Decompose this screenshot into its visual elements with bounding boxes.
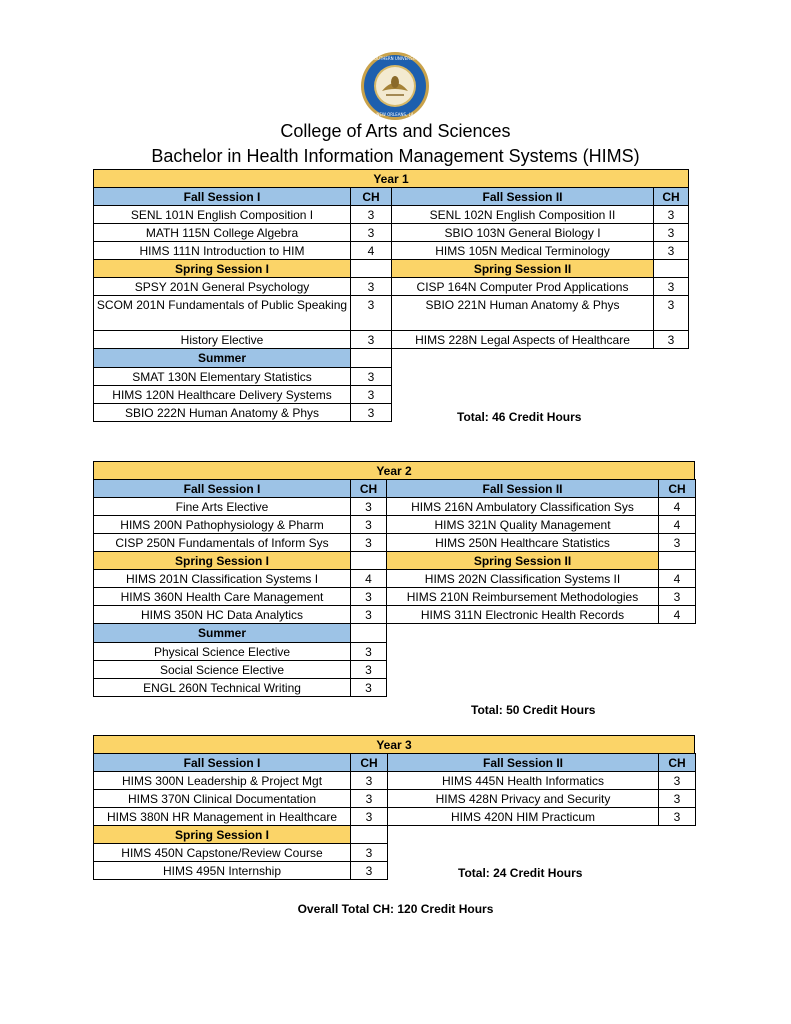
course-name: HIMS 350N HC Data Analytics	[93, 605, 351, 624]
course-name: SCOM 201N Fundamentals of Public Speaking	[93, 295, 351, 331]
course-ch: 4	[658, 515, 696, 534]
course-ch: 3	[653, 295, 689, 331]
year1-summer-header: Summer	[93, 348, 351, 368]
course-name: HIMS 445N Health Informatics	[387, 771, 659, 790]
course-name: Fine Arts Elective	[93, 497, 351, 516]
course-ch: 3	[350, 367, 392, 386]
course-name: HIMS 105N Medical Terminology	[391, 241, 654, 260]
year2-spring2-header: Spring Session II	[386, 551, 659, 570]
course-ch: 3	[350, 587, 387, 606]
course-name: ENGL 260N Technical Writing	[93, 678, 351, 697]
course-ch: 3	[350, 277, 392, 296]
course-name: HIMS 380N HR Management in Healthcare	[93, 807, 351, 826]
course-name: CISP 250N Fundamentals of Inform Sys	[93, 533, 351, 552]
course-ch: 3	[658, 587, 696, 606]
year3-total: Total: 24 Credit Hours	[458, 866, 583, 880]
course-name: HIMS 321N Quality Management	[386, 515, 659, 534]
course-name: History Elective	[93, 330, 351, 349]
course-ch: 3	[350, 295, 392, 331]
course-ch: 3	[350, 789, 388, 808]
course-ch: 3	[350, 771, 388, 790]
college-title: College of Arts and Sciences	[280, 121, 511, 141]
course-name: HIMS 428N Privacy and Security	[387, 789, 659, 808]
course-name: HIMS 250N Healthcare Statistics	[386, 533, 659, 552]
course-ch: 4	[658, 605, 696, 624]
year2-spring1-header: Spring Session I	[93, 551, 351, 570]
program-title: Bachelor in Health Information Management Systems (HIMS)	[151, 146, 640, 166]
course-name: SMAT 130N Elementary Statistics	[93, 367, 351, 386]
course-ch: 3	[350, 843, 388, 862]
year2-fall2-ch-header: CH	[658, 479, 696, 498]
course-name: HIMS 200N Pathophysiology & Pharm	[93, 515, 351, 534]
course-name: HIMS 450N Capstone/Review Course	[93, 843, 351, 862]
empty-ch-cell	[350, 825, 388, 844]
course-ch: 4	[658, 569, 696, 588]
course-ch: 3	[350, 678, 387, 697]
course-ch: 3	[653, 223, 689, 242]
course-ch: 3	[350, 330, 392, 349]
empty-ch-cell	[658, 551, 696, 570]
course-name: SENL 101N English Composition I	[93, 205, 351, 224]
course-ch: 3	[350, 515, 387, 534]
course-name: SPSY 201N General Psychology	[93, 277, 351, 296]
course-name: MATH 115N College Algebra	[93, 223, 351, 242]
course-ch: 3	[350, 861, 388, 880]
year2-fall1-header: Fall Session I	[93, 479, 351, 498]
svg-text:NEW ORLEANS, LA: NEW ORLEANS, LA	[376, 112, 414, 117]
course-ch: 4	[658, 497, 696, 516]
year1-spring1-header: Spring Session I	[93, 259, 351, 278]
year1-total: Total: 46 Credit Hours	[457, 410, 582, 424]
course-ch: 3	[658, 789, 696, 808]
year2-total: Total: 50 Credit Hours	[471, 703, 596, 717]
course-name: HIMS 370N Clinical Documentation	[93, 789, 351, 808]
course-ch: 3	[350, 807, 388, 826]
course-name: HIMS 201N Classification Systems I	[93, 569, 351, 588]
course-ch: 3	[350, 205, 392, 224]
course-ch: 3	[658, 807, 696, 826]
year2-fall1-ch-header: CH	[350, 479, 387, 498]
course-name: SBIO 222N Human Anatomy & Phys	[93, 403, 351, 422]
year1-title: Year 1	[93, 169, 689, 188]
course-name: SBIO 103N General Biology I	[391, 223, 654, 242]
empty-ch-cell	[350, 348, 392, 368]
year2-table	[94, 462, 696, 702]
year3-table	[94, 736, 696, 886]
course-ch: 3	[653, 277, 689, 296]
year3-fall1-header: Fall Session I	[93, 753, 351, 772]
course-ch: 3	[350, 385, 392, 404]
course-name: HIMS 311N Electronic Health Records	[386, 605, 659, 624]
course-name: HIMS 111N Introduction to HIM	[93, 241, 351, 260]
course-name: SENL 102N English Composition II	[391, 205, 654, 224]
empty-ch-cell	[350, 623, 387, 643]
course-name: HIMS 360N Health Care Management	[93, 587, 351, 606]
course-ch: 3	[350, 497, 387, 516]
course-ch: 3	[350, 642, 387, 661]
course-ch: 3	[658, 771, 696, 790]
course-name: HIMS 216N Ambulatory Classification Sys	[386, 497, 659, 516]
course-ch: 3	[653, 241, 689, 260]
year1-fall2-ch-header: CH	[653, 187, 689, 206]
course-ch: 3	[653, 205, 689, 224]
empty-ch-cell	[350, 259, 392, 278]
course-ch: 3	[350, 533, 387, 552]
year1-spring2-header: Spring Session II	[391, 259, 654, 278]
year3-fall2-header: Fall Session II	[387, 753, 659, 772]
year1-fall2-header: Fall Session II	[391, 187, 654, 206]
overall-total: Overall Total CH: 120 Credit Hours	[297, 902, 494, 916]
year1-fall1-ch-header: CH	[350, 187, 392, 206]
course-ch: 4	[350, 569, 387, 588]
empty-ch-cell	[653, 259, 689, 278]
year3-fall1-ch-header: CH	[350, 753, 388, 772]
course-name: Physical Science Elective	[93, 642, 351, 661]
year3-spring1-header: Spring Session I	[93, 825, 351, 844]
course-ch: 3	[350, 403, 392, 422]
course-ch: 3	[350, 605, 387, 624]
course-ch: 3	[350, 223, 392, 242]
course-name: HIMS 202N Classification Systems II	[386, 569, 659, 588]
year2-title: Year 2	[93, 461, 695, 480]
university-seal-logo	[360, 51, 430, 121]
course-name: HIMS 495N Internship	[93, 861, 351, 880]
course-name: HIMS 210N Reimbursement Methodologies	[386, 587, 659, 606]
course-name: HIMS 120N Healthcare Delivery Systems	[93, 385, 351, 404]
course-name: SBIO 221N Human Anatomy & Phys	[391, 295, 654, 331]
course-ch: 3	[653, 330, 689, 349]
svg-text:SOUTHERN UNIVERSITY: SOUTHERN UNIVERSITY	[371, 56, 419, 61]
year3-fall2-ch-header: CH	[658, 753, 696, 772]
year3-title: Year 3	[93, 735, 695, 754]
course-name: HIMS 228N Legal Aspects of Healthcare	[391, 330, 654, 349]
empty-ch-cell	[350, 551, 387, 570]
course-name: HIMS 420N HIM Practicum	[387, 807, 659, 826]
course-ch: 4	[350, 241, 392, 260]
year1-fall1-header: Fall Session I	[93, 187, 351, 206]
year1-table	[94, 170, 689, 428]
course-ch: 3	[658, 533, 696, 552]
course-name: CISP 164N Computer Prod Applications	[391, 277, 654, 296]
year2-summer-header: Summer	[93, 623, 351, 643]
course-name: Social Science Elective	[93, 660, 351, 679]
course-name: HIMS 300N Leadership & Project Mgt	[93, 771, 351, 790]
course-ch: 3	[350, 660, 387, 679]
year2-fall2-header: Fall Session II	[386, 479, 659, 498]
